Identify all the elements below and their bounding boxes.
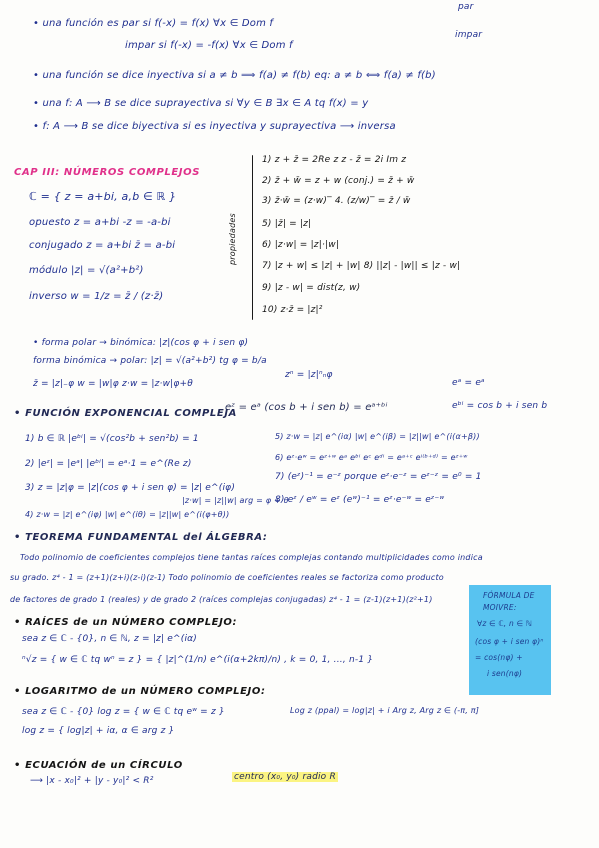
graph-impar-label: impar — [455, 30, 483, 40]
log-title: • LOGARITMO de un NÚMERO COMPLEJO: — [14, 686, 266, 697]
theorem-text: su grado. z⁴ - 1 = (z+1)(z+i)(z-i)(z-1) Todo polinomio de coeficientes reales se factoriza como producto — [10, 573, 444, 582]
property-item: 7) |z + w| ≤ |z| + |w| 8) ||z| - |w|| ≤ |z - w| — [262, 261, 461, 271]
exp-property: 6) eᶻ·eʷ = eᶻ⁺ʷ eᵃ eᵇⁱ eᶜ eᵈⁱ = eᵃ⁺ᶜ eⁱ⁽ᵇ⁺ᵈ⁾ = eᶻ⁺ʷ — [275, 453, 468, 462]
circle-center-radius-text: centro (x₀, y₀) radio R — [234, 772, 336, 782]
roots-line: sea z ∈ ℂ - {0}, n ∈ ℕ, z = |z| e^(iα) — [22, 634, 198, 644]
suprayectiva-definition: • una f: A ⟶ B se dice suprayectiva si ∀y ∈ B ∃x ∈ A tq f(x) = y — [33, 98, 369, 109]
par-definition: • una función es par si f(-x) = f(x) ∀x ∈ Dom f — [33, 18, 274, 29]
exponential-imaginary-part: eᵇⁱ = cos b + i sen b — [452, 401, 548, 411]
circle-center-radius — [232, 772, 338, 782]
opuesto-definition: opuesto z = a+bi -z = -a-bi — [29, 217, 171, 228]
moivre-line: FÓRMULA DE — [483, 591, 535, 600]
inyectiva-definition: • una función se dice inyectiva si a ≠ b ⟹ f(a) ≠ f(b) eq: a ≠ b ⟺ f(a) ≠ f(b) — [33, 70, 436, 81]
circle-title: • ECUACIÓN de un CÍRCULO — [14, 760, 183, 771]
exp-property: 8) eᶻ / eʷ = eᶻ (eʷ)⁻¹ = eᶻ·e⁻ʷ = eᶻ⁻ʷ — [275, 495, 445, 505]
inverso-definition: inverso w = 1/z = z̄ / (z·z̄) — [29, 291, 164, 302]
property-item: 2) z̄ + w̄ = z + w (conj.) = z̄ + w̄ — [262, 176, 415, 186]
exponential-title: • FUNCIÓN EXPONENCIAL COMPLEJA — [14, 408, 237, 419]
exp-property: 3) z = |z|φ = |z|(cos φ + i sen φ) = |z| e^(iφ) — [25, 483, 236, 493]
circle-equation: ⟶ |x - x₀|² + |y - y₀|² < R² — [30, 776, 154, 786]
conjugado-definition: conjugado z = a+bi z̄ = a-bi — [29, 240, 176, 251]
theorem-text: Todo polinomio de coeficientes complejos tiene tantas raíces complejas contando multiplicidades como indica — [20, 553, 483, 562]
moivre-line: ∀z ∈ ℂ, n ∈ ℕ — [477, 619, 533, 628]
property-item: 5) |z̄| = |z| — [262, 219, 312, 229]
impar-definition: impar si f(-x) = -f(x) ∀x ∈ Dom f — [125, 40, 293, 51]
exponential-real-part: eᵃ = eᵃ — [452, 378, 485, 388]
moivre-sticky-note — [469, 585, 551, 695]
exp-property-note: |z·w| = |z||w| arg = φ + θ — [182, 496, 289, 505]
property-item: 6) |z·w| = |z|·|w| — [262, 240, 340, 250]
modulo-definition: módulo |z| = √(a²+b²) — [29, 265, 144, 276]
roots-formula: ⁿ√z = { w ∈ ℂ tq wⁿ = z } = { |z|^(1/n) e^(i(α+2kπ)/n) , k = 0, 1, ..., n-1 } — [22, 655, 374, 665]
property-item: 9) |z - w| = dist(z, w) — [262, 283, 361, 293]
property-item: 3) z̄·w̄ = (z·w)‾ 4. (z/w)‾ = z̄ / w̄ — [262, 196, 411, 206]
roots-title: • RAÍCES de un NÚMERO COMPLEJO: — [14, 617, 238, 628]
theorem-text: de factores de grado 1 (reales) y de grado 2 (raíces complejas conjugadas) z⁴ - 1 = (z-1)(z+1)(z²+1) — [10, 595, 433, 604]
theorem-title: • TEOREMA FUNDAMENTAL del ÁLGEBRA: — [14, 532, 268, 543]
log-principal: Log z (ppal) = log|z| + i Arg z, Arg z ∈ (-π, π] — [290, 706, 480, 715]
biyectiva-definition: • f: A ⟶ B se dice biyectiva si es inyectiva y suprayectiva ⟶ inversa — [33, 121, 396, 132]
binomial-to-polar: forma binómica → polar: |z| = √(a²+b²) tg φ = b/a — [33, 356, 267, 366]
exp-property: 4) z·w = |z| e^(iφ) |w| e^(iθ) = |z||w| e^(i(φ+θ)) — [25, 510, 230, 519]
exponential-definition: eᶻ = eᵃ (cos b + i sen b) = eᵃ⁺ᵇⁱ — [225, 402, 388, 413]
moivre-line: = cos(nφ) + — [475, 653, 523, 662]
moivre-line: (cos φ + i sen φ)ⁿ — [475, 637, 544, 646]
property-item: 1) z + z̄ = 2Re z z - z̄ = 2i Im z — [262, 155, 407, 165]
polar-multiplication: z̄ = |z|₋φ w = |w|φ z·w = |z·w|φ+θ — [33, 379, 193, 389]
exp-property: 2) |eᶻ| = |eᵃ| |eᵇⁱ| = eᵃ·1 = e^(Re z) — [25, 459, 192, 469]
exp-property: 7) (eᶻ)⁻¹ = e⁻ᶻ porque eᶻ·e⁻ᶻ = eᶻ⁻ᶻ = e⁰ = 1 — [275, 472, 482, 482]
graph-par-label: par — [458, 2, 474, 12]
properties-label: propiedades — [228, 213, 237, 265]
log-line: sea z ∈ ℂ - {0} log z = { w ∈ ℂ tq eʷ = z } — [22, 707, 225, 717]
moivre-line: i sen(nφ) — [487, 669, 523, 678]
moivre-line: MOIVRE: — [483, 603, 517, 612]
property-item: 10) z·z̄ = |z|² — [262, 305, 323, 315]
properties-brace — [252, 155, 253, 320]
polar-power: zⁿ = |z|ⁿₙφ — [285, 370, 333, 380]
polar-to-binomial: • forma polar → binómica: |z|(cos φ + i sen φ) — [33, 338, 249, 348]
complex-set-definition: ℂ = { z = a+bi, a,b ∈ ℝ } — [29, 190, 177, 203]
exp-property: 5) z·w = |z| e^(iα) |w| e^(iβ) = |z||w| e^(i(α+β)) — [275, 432, 480, 441]
chapter-title: CAP III: NÚMEROS COMPLEJOS — [14, 167, 201, 178]
log-line: log z = { log|z| + iα, α ∈ arg z } — [22, 726, 175, 736]
exp-property: 1) b ∈ ℝ |eᵇⁱ| = √(cos²b + sen²b) = 1 — [25, 434, 199, 444]
